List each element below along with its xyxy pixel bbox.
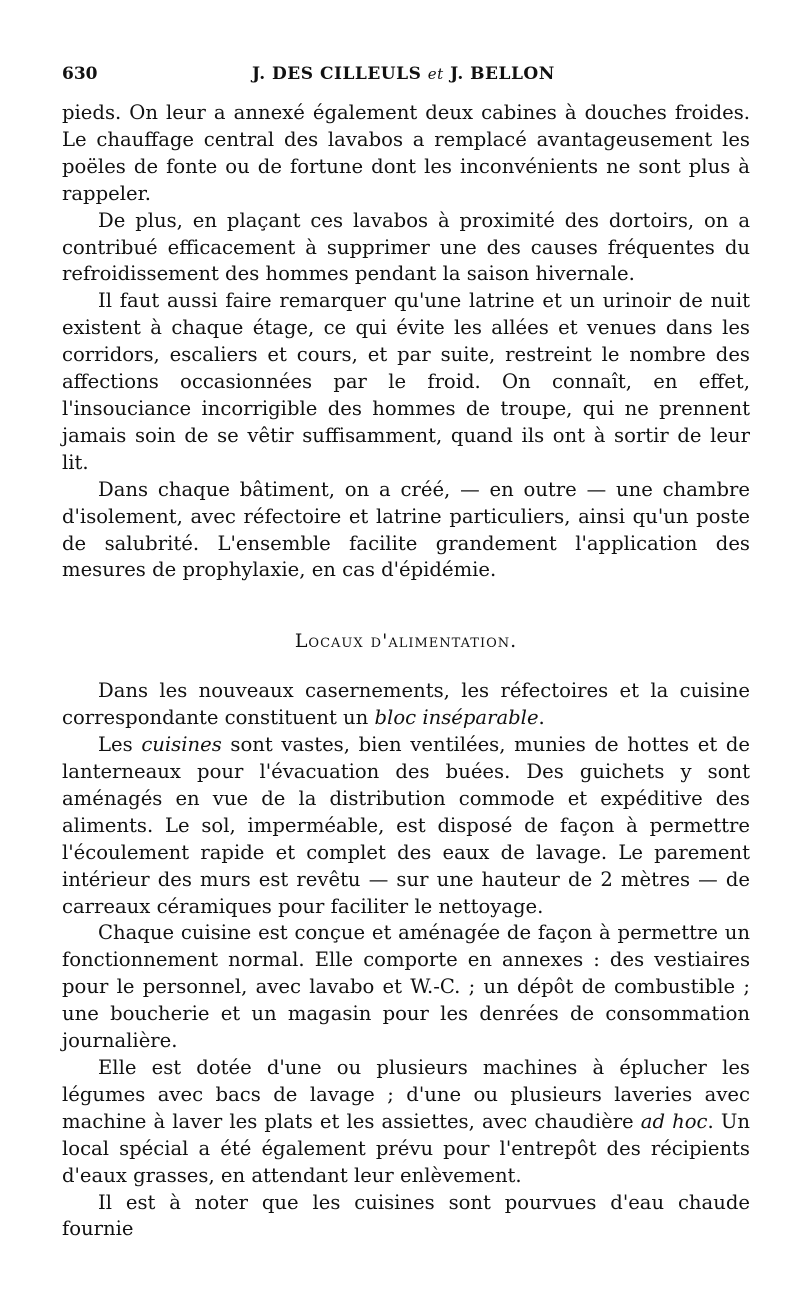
author-2: J. BELLON bbox=[450, 64, 555, 84]
p6-text-a: Les bbox=[98, 733, 142, 757]
running-header bbox=[62, 60, 750, 100]
author-conjunction: et bbox=[427, 65, 444, 83]
p8-text-a: Elle est dotée d'une ou plusieurs machines à éplucher les légumes avec bacs de lavage ; d'une ou plusieurs laveries avec machine à laver les plats et les assiettes, avec chaudière bbox=[62, 1056, 750, 1133]
p8-emphasis: ad hoc bbox=[640, 1109, 708, 1133]
paragraph-2: De plus, en plaçant ces lavabos à proximité des dortoirs, on a contribué efficacement à supprimer une des causes fréquentes du refroidissement des hommes pendant la saison hivernale. bbox=[62, 208, 750, 286]
paragraph-8 bbox=[62, 1055, 750, 1190]
paragraph-4: Dans chaque bâtiment, on a créé, — en outre — une chambre d'isolement, avec réfectoire et latrine particuliers, ainsi qu'un poste de salubrité. L'ensemble facilite grandement l'application des mesures de prophylaxie, en cas d'épidémie. bbox=[62, 477, 750, 582]
p5-emphasis: bloc inséparable bbox=[374, 706, 539, 730]
section-heading: Locaux d'alimentation. bbox=[294, 630, 518, 653]
paragraph-9: Il est à noter que les cuisines sont pourvues d'eau chaude fournie bbox=[62, 1190, 750, 1241]
paragraph-7: Chaque cuisine est conçue et aménagée de façon à permettre un fonctionnement normal. Elle comporte en annexes : des vestiaires pour le personnel, avec lavabo et W.-C. ; un dépôt de combustible ; une boucherie et un magasin pour les denrées de consommation journalière. bbox=[62, 921, 750, 1053]
paragraph-6 bbox=[62, 732, 750, 920]
p5-text-b: . bbox=[538, 706, 545, 730]
p5-text-a: Dans les nouveaux casernements, les réfectoires et la cuisine correspondante constituent un bbox=[62, 679, 750, 730]
book-page bbox=[62, 60, 750, 1260]
p8-text-b: . Un local spécial a été également prévu pour l'entrepôt des récipients d'eaux grasses, en attendant leur enlèvement. bbox=[62, 1109, 750, 1187]
paragraph-1: pieds. On leur a annexé également deux cabines à douches froides. Le chauffage central des lavabos a remplacé avantageusement les poëles de fonte ou de fortune dont les inconvénients ne sont plus à rappeler. bbox=[62, 101, 750, 205]
p6-emphasis: cuisines bbox=[141, 733, 222, 757]
p6-text-b: sont vastes, bien ventilées, munies de hottes et de lanterneaux pour l'évacuation des buées. Des guichets y sont aménagés en vue de la distribution commode et expéditive des aliments. Le sol, imperméable, est disposé de façon à permettre l'écoulement rapide et complet des eaux de lavage. Le parement intérieur des murs est revêtu — sur une hauteur de 2 mètres — de carreaux céramiques pour faciliter le nettoyage. bbox=[62, 733, 750, 918]
paragraph-3: Il faut aussi faire remarquer qu'une latrine et un urinoir de nuit existent à chaque étage, ce qui évite les allées et venues dans les corridors, escaliers et cours, et par suite, restreint le nombre des affections occasionnées par le froid. On connaît, en effet, l'insouciance incorrigible des hommes de troupe, qui ne prennent jamais soin de se vêtir suffisamment, quand ils ont à sortir de leur lit. bbox=[62, 289, 750, 474]
author-1: J. DES CILLEULS bbox=[252, 64, 422, 84]
running-head-authors bbox=[252, 64, 555, 84]
paragraph-5 bbox=[62, 678, 750, 732]
page-number: 630 bbox=[62, 64, 98, 84]
